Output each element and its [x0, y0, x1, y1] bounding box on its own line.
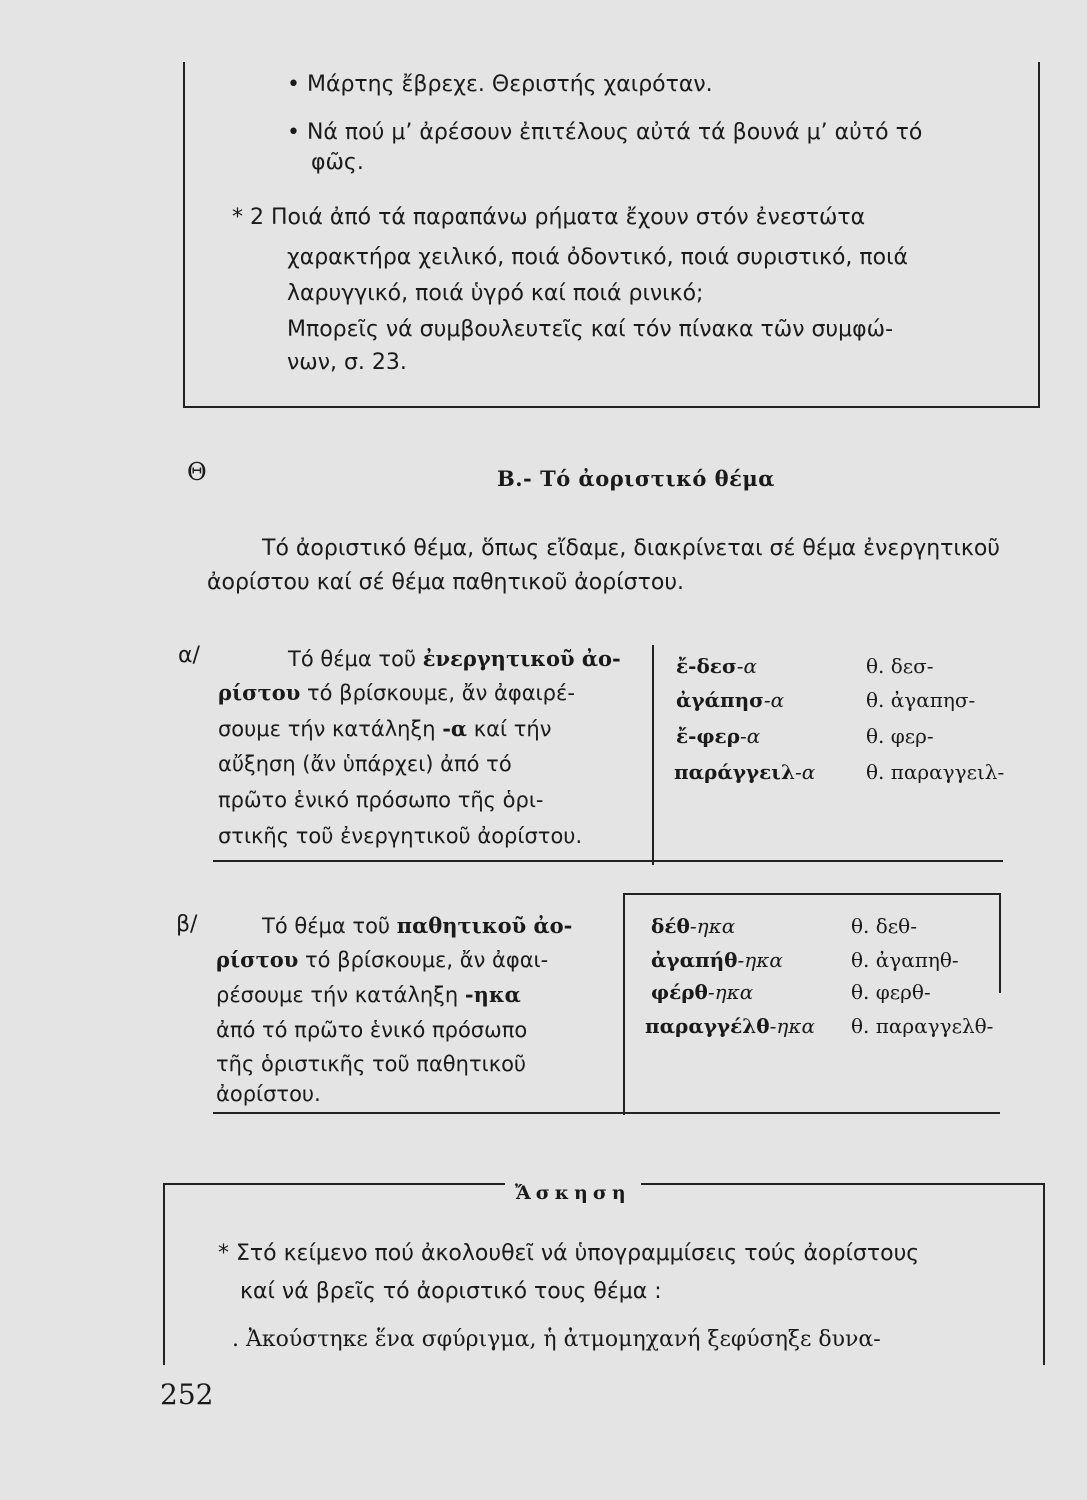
rule-text-line: πρῶτο ἑνικό πρόσωπο τῆς ὁρι-: [218, 788, 544, 812]
verb-form: [676, 654, 757, 678]
theme-value: θ. φερθ-: [851, 980, 931, 1004]
table-b-divider: [623, 893, 625, 1115]
page-number: 252: [160, 1378, 214, 1411]
bullet-example-2: • Νά πού μ’ ἀρέσουν ἐπιτέλους αὐτά τά βουνά μ’ αὐτό τό: [287, 120, 923, 145]
table-a-divider: [652, 645, 654, 865]
rule-text-line: ἀπό τό πρῶτο ἑνικό πρόσωπο: [216, 1018, 528, 1042]
theme-value: θ. ἀγαπησ-: [866, 688, 976, 712]
verb-stem: ἔ-δεσ: [676, 654, 737, 678]
rule-text-line: [218, 680, 575, 705]
verb-ending: -α: [740, 724, 761, 748]
rule-text-line: στικῆς τοῦ ἐνεργητικοῦ ἀορίστου.: [218, 824, 583, 848]
verb-stem: παράγγειλ: [674, 760, 795, 784]
verb-form: [651, 948, 783, 972]
theme-value: θ. ἀγαπηθ-: [851, 948, 959, 972]
rule-ending: -ηκα: [464, 982, 521, 1007]
question-line: Μπορεῖς νά συμβουλευτεῖς καί τόν πίνακα τῶν συμφώ-: [287, 317, 894, 342]
theme-value: θ. δεθ-: [851, 914, 917, 938]
rule-text-line: [216, 947, 548, 972]
rule-text: τό βρίσκουμε, ἄν ἀφαιρέ-: [300, 681, 575, 705]
theme-value: θ. δεσ-: [866, 654, 934, 678]
rule-term: ἐνεργητικοῦ ἀο-: [422, 646, 621, 671]
rule-text: Τό θέμα τοῦ: [288, 647, 423, 671]
rule-text: καί τήν: [467, 717, 552, 741]
exercise-instruction: * Στό κείμενο πού ἀκολουθεῖ νά ὑπογραμμίσεις τούς ἀορίστους: [218, 1241, 920, 1266]
table-a-label: α/: [178, 643, 200, 668]
section-marker: Θ: [187, 458, 207, 486]
verb-form: [651, 980, 753, 1004]
rule-ending: -α: [442, 716, 468, 741]
rule-text-line: ἀορίστου.: [216, 1082, 321, 1106]
intro-line: ἀορίστου καί σέ θέμα παθητικοῦ ἀορίστου.: [207, 570, 685, 595]
exercise-instruction: καί νά βρεῖς τό ἀοριστικό τους θέμα :: [240, 1279, 662, 1304]
table-b-top-rule: [623, 893, 1001, 895]
verb-stem: ἀγάπησ: [676, 688, 764, 712]
verb-ending: -α: [763, 688, 785, 712]
bullet-example-1: • Μάρτης ἔβρεχε. Θεριστής χαιρόταν.: [287, 72, 713, 97]
verb-ending: -ηκα: [737, 948, 783, 972]
verb-ending: -ηκα: [689, 914, 736, 938]
exercise-title: Ἄσκηση: [505, 1182, 641, 1204]
verb-form: [651, 914, 735, 938]
verb-form: [674, 760, 815, 784]
verb-form: [676, 724, 760, 748]
rule-term: ρίστου: [216, 947, 299, 972]
verb-ending: -α: [736, 654, 757, 678]
verb-form: [676, 688, 784, 712]
verb-stem: παραγγέλθ: [645, 1014, 770, 1038]
rule-text-line: [288, 646, 621, 671]
question-line: λαρυγγικό, ποιά ὑγρό καί ποιά ρινικό;: [287, 281, 704, 306]
verb-stem: ἔ-φερ: [676, 724, 741, 748]
rule-text: Τό θέμα τοῦ: [262, 914, 397, 938]
rule-text-line: [262, 913, 572, 938]
rule-text-line: [216, 982, 521, 1007]
question-line: * 2 Ποιά ἀπό τά παραπάνω ρήματα ἔχουν στόν ἐνεστώτα: [232, 205, 866, 230]
verb-form: [645, 1014, 815, 1038]
verb-stem: ἀγαπήθ: [651, 948, 738, 972]
rule-text-line: αὔξηση (ἄν ὑπάρχει) ἀπό τό: [218, 752, 512, 776]
rule-text: ρέσουμε τήν κατάληξη: [216, 983, 465, 1007]
table-b-right-edge: [999, 893, 1001, 993]
bullet-example-2-cont: φῶς.: [311, 150, 364, 175]
rule-term: παθητικοῦ ἀο-: [396, 913, 573, 938]
theme-value: θ. φερ-: [866, 724, 934, 748]
verb-ending: -ηκα: [769, 1014, 816, 1038]
section-title: Β.- Τό ἀοριστικό θέμα: [497, 466, 775, 491]
verb-ending: -ηκα: [707, 980, 754, 1004]
rule-term: ρίστου: [218, 680, 301, 705]
theme-value: θ. παραγγελθ-: [851, 1014, 994, 1038]
theme-value: θ. παραγγειλ-: [866, 760, 1005, 784]
rule-text-line: τῆς ὁριστικῆς τοῦ παθητικοῦ: [216, 1052, 527, 1076]
table-b-rule: [213, 1112, 1000, 1114]
verb-stem: δέθ: [651, 914, 690, 938]
question-line: χαρακτήρα χειλικό, ποιά ὀδοντικό, ποιά συριστικό, ποιά: [287, 245, 909, 270]
rule-text-line: [218, 716, 551, 741]
rule-text: σουμε τήν κατάληξη: [218, 717, 443, 741]
exercise-text: . Ἀκούστηκε ἕνα σφύριγμα, ἡ ἀτμομηχανή ξεφύσηξε δυνα-: [232, 1327, 881, 1352]
verb-stem: φέρθ: [651, 980, 708, 1004]
question-line: νων, σ. 23.: [287, 350, 407, 375]
rule-text: τό βρίσκουμε, ἄν ἀφαι-: [298, 948, 549, 972]
verb-ending: -α: [795, 760, 816, 784]
intro-line: Τό ἀοριστικό θέμα, ὅπως εἴδαμε, διακρίνεται σέ θέμα ἐνεργητικοῦ: [262, 536, 1001, 561]
table-b-label: β/: [176, 912, 198, 937]
table-a-rule: [213, 860, 1003, 862]
